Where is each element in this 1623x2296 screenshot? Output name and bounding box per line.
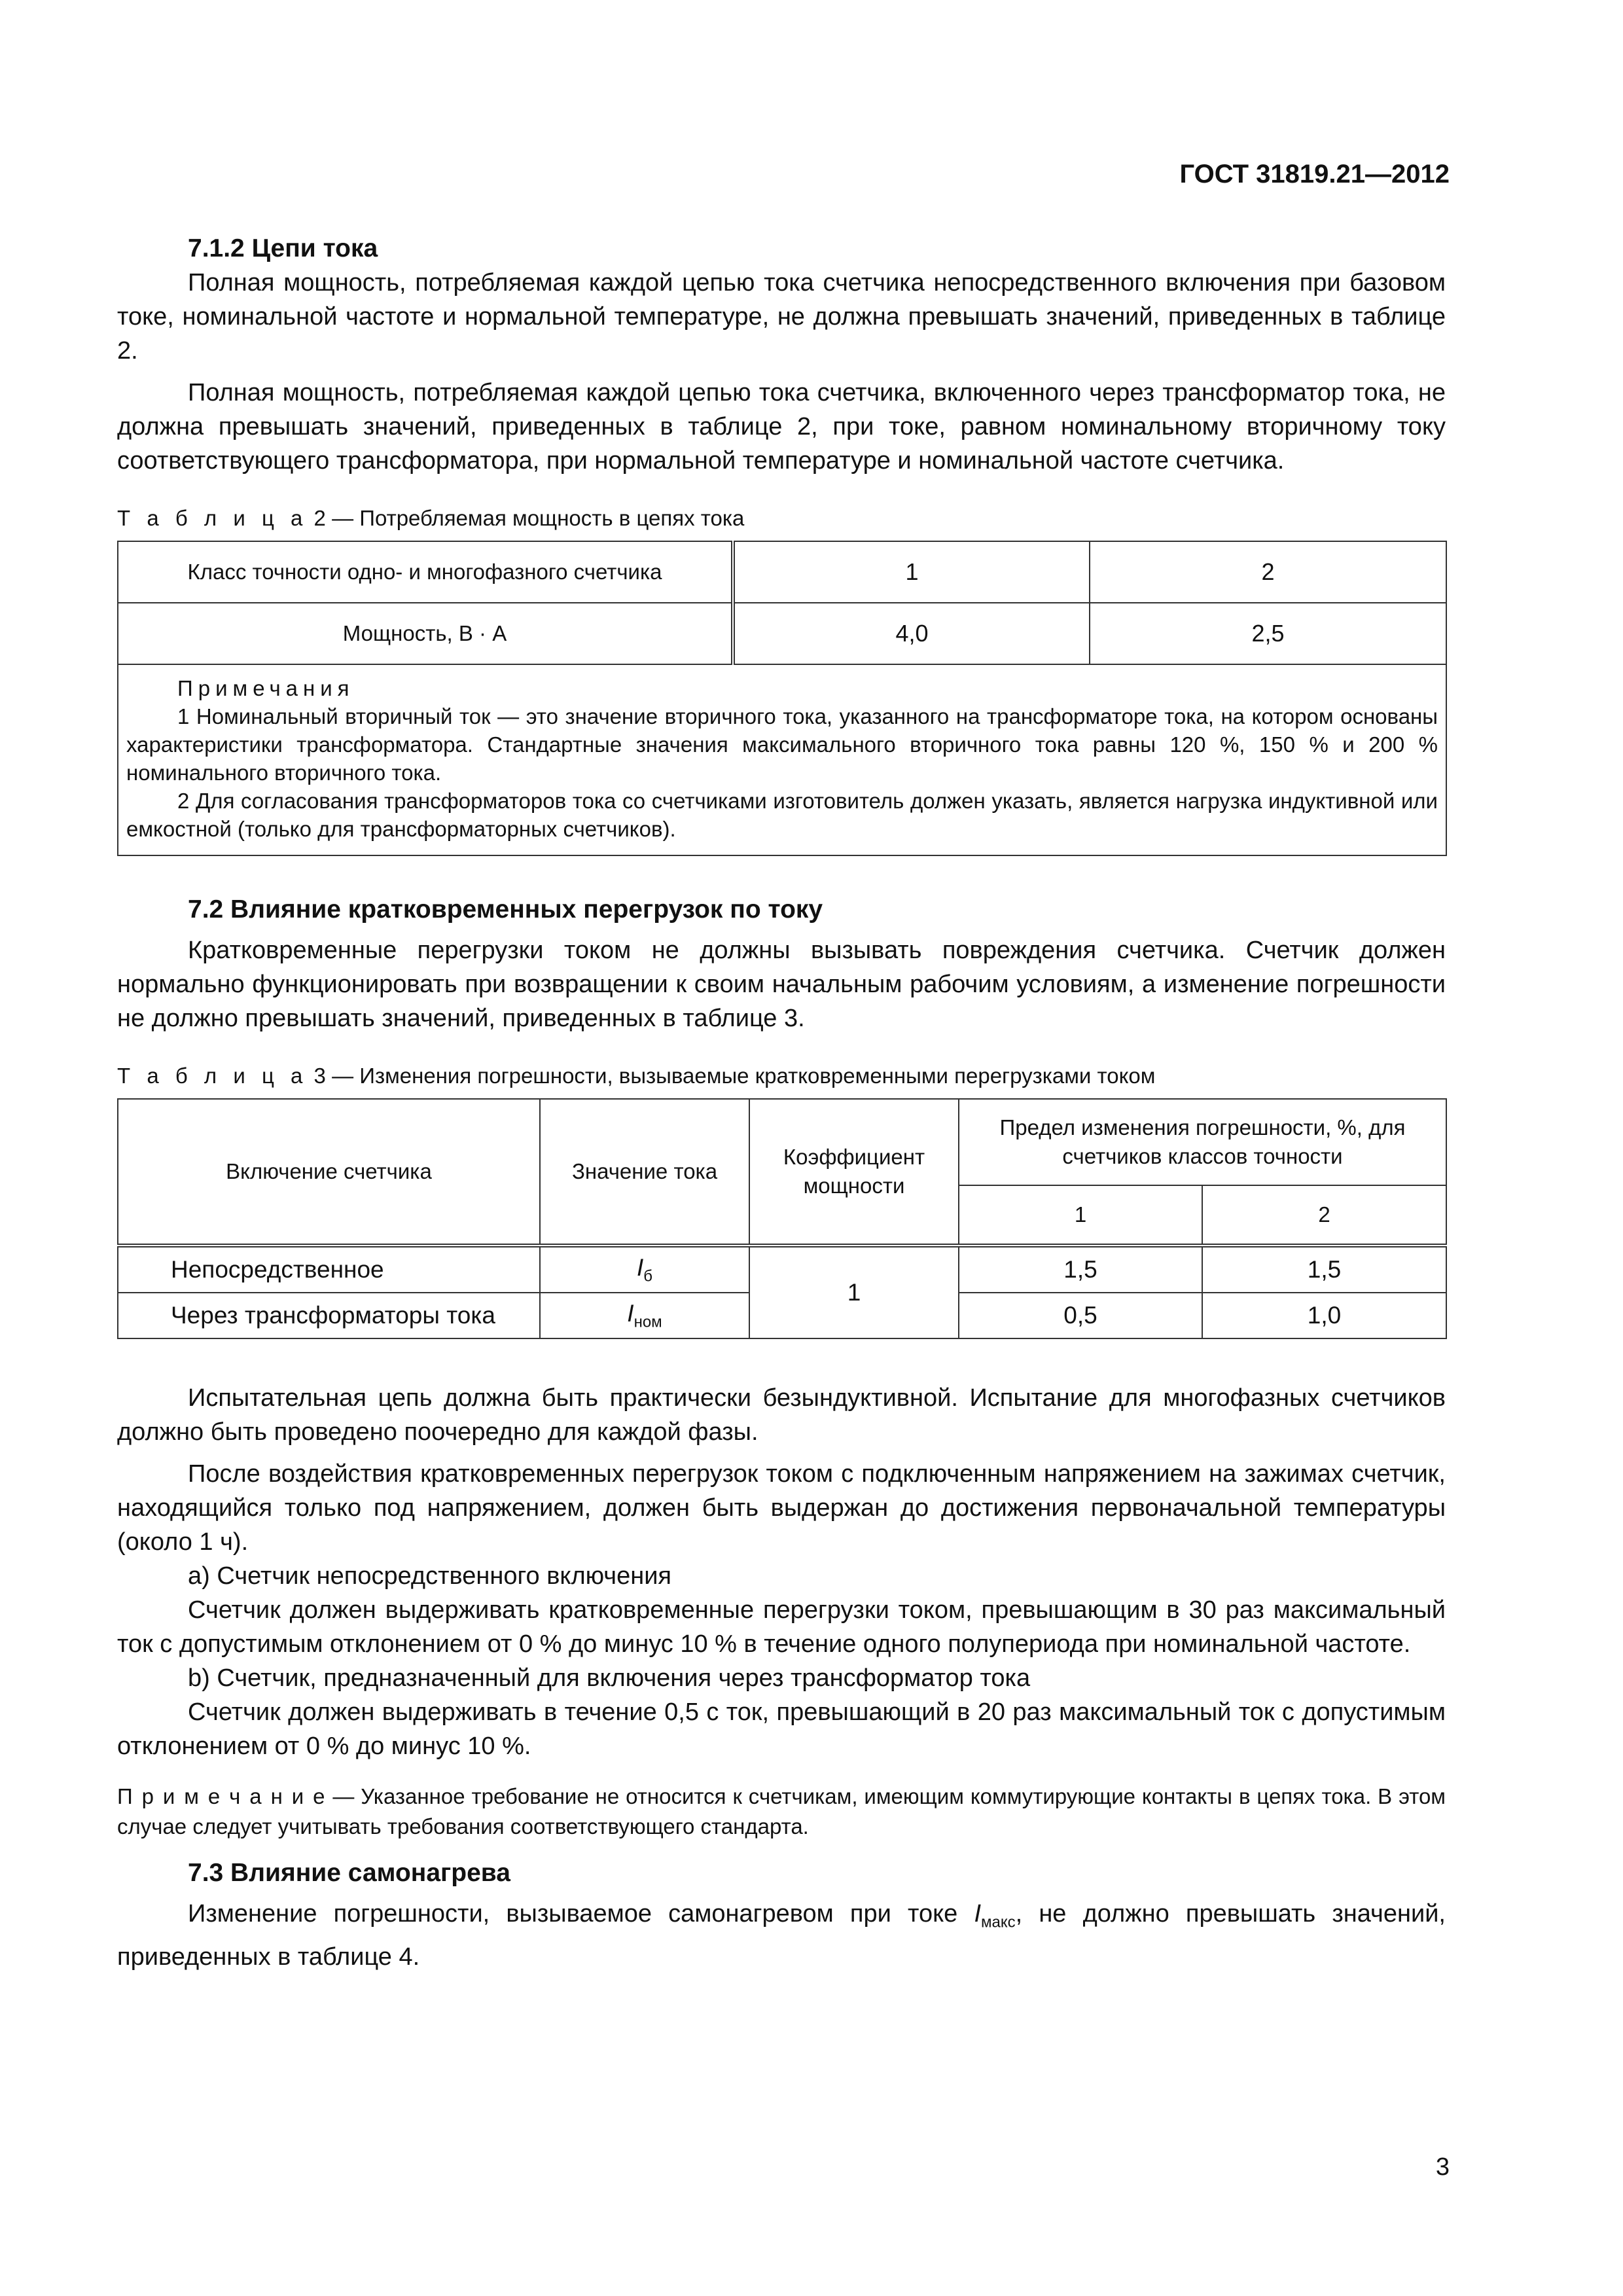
- table-cell: Через трансформаторы тока: [118, 1293, 540, 1338]
- page-number: 3: [1435, 2153, 1450, 2181]
- page-content: [117, 232, 1446, 1974]
- table-notes: [118, 664, 1446, 855]
- table-cell: 1: [733, 541, 1090, 603]
- section-heading-7-3: 7.3 Влияние самонагрева: [188, 1859, 510, 1887]
- table-cell: 4,0: [733, 603, 1090, 664]
- table-2-caption: Т а б л и ц а 2 — Потребляемая мощность в цепях тока: [117, 506, 745, 530]
- section-heading-7-1-2: 7.1.2 Цепи тока: [188, 234, 378, 262]
- paragraph: После воздействия кратковременных перегрузок током с подключенным напряжением на зажимах счетчик, находящийся только под напряжением, должен быть выдержан до достижения первоначальной температуры (около 1 ч).: [117, 1460, 1446, 1556]
- table-header-cell: Значение тока: [540, 1099, 749, 1246]
- paragraph: Счетчик должен выдерживать кратковременные перегрузки током, превышающим в 30 раз максимальный ток с допустимым отклонением от 0 % до минус 10 % в течение одного полупериода при номинальной частоте.: [117, 1596, 1446, 1658]
- table-header-cell: 1: [959, 1185, 1202, 1246]
- table-header-cell: Включение счетчика: [118, 1099, 540, 1246]
- table-cell: $I_{ном}$: [540, 1293, 749, 1338]
- paragraph: Полная мощность, потребляемая каждой цепью тока счетчика непосредственного включения при базовом токе, номинальной частоте и нормальной температуре, не должна превышать значений, приведенных в таблице 2.: [117, 269, 1446, 365]
- table-cell: 2,5: [1090, 603, 1446, 664]
- table-cell: $I_б$: [540, 1246, 749, 1293]
- table-header-row: [118, 1099, 1446, 1185]
- paragraph: Счетчик должен выдерживать в течение 0,5 с ток, превышающий в 20 раз максимальный ток с допустимым отклонением от 0 % до минус 10 %.: [117, 1698, 1446, 1760]
- table-3: [117, 1098, 1447, 1339]
- note-item: 1 Номинальный вторичный ток — это значение вторичного тока, указанного на трансформаторе тока, на котором основаны характеристики трансформатора. Стандартные значения максимального вторичного тока равны 120 %, 150 % и 200 % номинального вторичного тока.: [126, 704, 1438, 785]
- notes-title: Примечания: [177, 676, 355, 700]
- table-cell: 1: [749, 1246, 959, 1338]
- table-notes-row: [118, 664, 1446, 855]
- table-row: [118, 541, 1446, 603]
- table-cell: 1,0: [1202, 1293, 1446, 1338]
- table-row: [118, 1246, 1446, 1293]
- table-row: [118, 603, 1446, 664]
- paragraph: Испытательная цепь должна быть практически безындуктивной. Испытание для многофазных счетчиков должно быть проведено поочередно для каждой фазы.: [117, 1384, 1446, 1446]
- table-cell: 2: [1090, 541, 1446, 603]
- table-2: [117, 541, 1447, 856]
- table-cell: Класс точности одно- и многофазного счетчика: [118, 541, 733, 603]
- table-cell: 1,5: [959, 1246, 1202, 1293]
- table-header-cell: 2: [1202, 1185, 1446, 1246]
- table-cell: Мощность, В · А: [118, 603, 733, 664]
- table-header-cell: Предел изменения погрешности, %, для счетчиков классов точности: [959, 1099, 1446, 1185]
- list-item-a-title: a) Счетчик непосредственного включения: [188, 1562, 671, 1590]
- note-item: 2 Для согласования трансформаторов тока со счетчиками изготовитель должен указать, является нагрузка индуктивной или емкостной (только для трансформаторных счетчиков).: [126, 789, 1438, 841]
- table-header-cell: Коэффициент мощности: [749, 1099, 959, 1246]
- paragraph: Полная мощность, потребляемая каждой цепью тока счетчика, включенного через трансформатор тока, не должна превышать значений, приведенных в таблице 2, при токе, равном номинальному вторичному току соответствующего трансформатора, при нормальной температуре и номинальной частоте счетчика.: [117, 379, 1446, 475]
- paragraph: Изменение погрешности, вызываемое самонагревом при токе $I_{макс}$, не должно превышать значений, приведенных в таблице 4.: [117, 1900, 1446, 1971]
- note: П р и м е ч а н и е — Указанное требование не относится к счетчикам, имеющим коммутирующие контакты в цепях тока. В этом случае следует учитывать требования соответствующего стандарта.: [117, 1784, 1446, 1839]
- table-3-caption: Т а б л и ц а 3 — Изменения погрешности, вызываемые кратковременными перегрузками током: [117, 1064, 1156, 1088]
- table-cell: 1,5: [1202, 1246, 1446, 1293]
- table-cell: 0,5: [959, 1293, 1202, 1338]
- document-id: ГОСТ 31819.21—2012: [1179, 160, 1450, 188]
- paragraph: Кратковременные перегрузки током не должны вызывать повреждения счетчика. Счетчик должен нормально функционировать при возвращении к своим начальным рабочим условиям, а изменение погрешности не должно превышать значений, приведенных в таблице 3.: [117, 937, 1446, 1032]
- table-cell: Непосредственное: [118, 1246, 540, 1293]
- list-item-b-title: b) Счетчик, предназначенный для включения через трансформатор тока: [188, 1664, 1031, 1692]
- section-heading-7-2: 7.2 Влияние кратковременных перегрузок по току: [188, 895, 823, 924]
